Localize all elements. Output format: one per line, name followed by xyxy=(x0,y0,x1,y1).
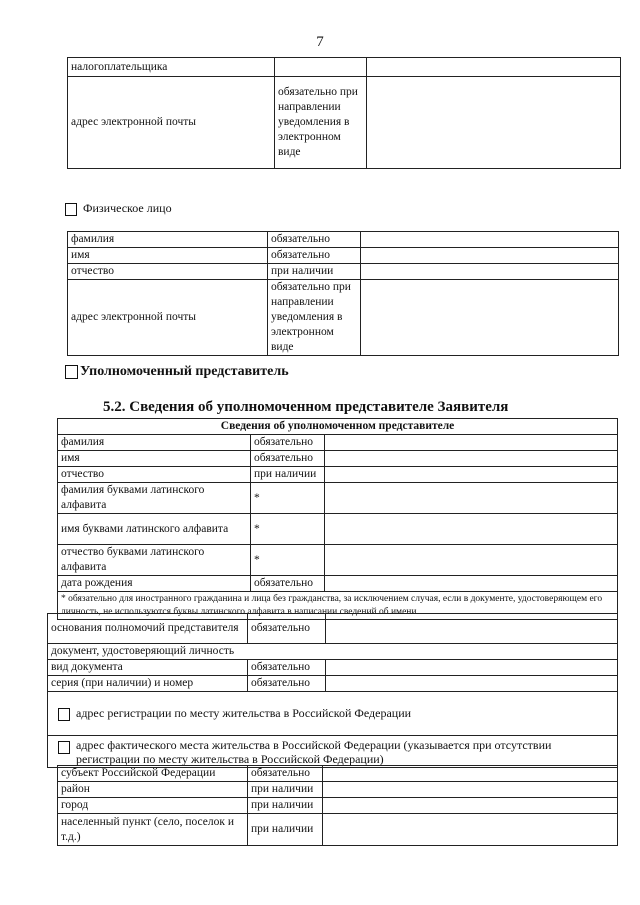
value-field[interactable] xyxy=(323,766,618,782)
row-label: серия (при наличии) и номер xyxy=(48,676,248,692)
representative-table-2 xyxy=(47,613,618,768)
row-label: отчество xyxy=(68,264,268,280)
row-label: отчество xyxy=(58,467,251,483)
table-row xyxy=(68,280,619,356)
row-requirement: при наличии xyxy=(248,798,323,814)
table-row xyxy=(68,264,619,280)
row-requirement xyxy=(275,58,367,77)
table-row xyxy=(68,58,621,77)
row-label: отчество буквами латинского алфавита xyxy=(58,545,251,576)
taxpayer-table xyxy=(67,57,621,169)
row-label: дата рождения xyxy=(58,576,251,592)
row-requirement: при наличии xyxy=(251,467,325,483)
row-requirement: при наличии xyxy=(248,782,323,798)
table-row xyxy=(58,814,618,846)
value-field[interactable] xyxy=(361,264,619,280)
value-field[interactable] xyxy=(323,814,618,846)
row-requirement: обязательно xyxy=(248,614,326,644)
representative-option[interactable] xyxy=(65,364,289,380)
value-field[interactable] xyxy=(326,614,618,644)
section-heading: 5.2. Сведения об уполномоченном представителе Заявителя xyxy=(103,399,509,415)
table-row xyxy=(58,798,618,814)
row-requirement: обязательно при направлении уведомления в электронном виде xyxy=(275,77,367,169)
value-field[interactable] xyxy=(325,576,618,592)
value-field[interactable] xyxy=(325,435,618,451)
row-requirement: * xyxy=(251,483,325,514)
row-requirement: обязательно xyxy=(248,676,326,692)
row-label: налогоплательщика xyxy=(68,58,275,77)
value-field[interactable] xyxy=(367,58,621,77)
checkbox-icon[interactable] xyxy=(58,741,70,754)
representative-table xyxy=(57,418,618,620)
table-row xyxy=(58,467,618,483)
value-field[interactable] xyxy=(361,232,619,248)
row-requirement: обязательно xyxy=(251,576,325,592)
checkbox-icon[interactable] xyxy=(65,203,77,216)
table-header-row xyxy=(58,419,618,435)
row-label: фамилия буквами латинского алфавита xyxy=(58,483,251,514)
table-row xyxy=(48,644,618,660)
row-requirement: обязательно xyxy=(251,435,325,451)
row-label: населенный пункт (село, поселок и т.д.) xyxy=(58,814,248,846)
row-requirement: обязательно xyxy=(251,451,325,467)
row-label: имя xyxy=(68,248,268,264)
row-requirement: * xyxy=(251,545,325,576)
value-field[interactable] xyxy=(323,782,618,798)
table-row xyxy=(48,692,618,736)
individual-option[interactable] xyxy=(65,201,172,216)
row-requirement: при наличии xyxy=(248,814,323,846)
table-row xyxy=(58,782,618,798)
row-requirement: обязательно xyxy=(248,660,326,676)
table-row xyxy=(58,451,618,467)
registration-address-option[interactable] xyxy=(48,692,618,736)
row-label: основания полномочий представителя xyxy=(48,614,248,644)
table-row xyxy=(58,483,618,514)
value-field[interactable] xyxy=(326,676,618,692)
table-row xyxy=(58,514,618,545)
table-row xyxy=(58,766,618,782)
id-document-heading: документ, удостоверяющий личность xyxy=(48,644,618,660)
actual-address-label: адрес фактического места жительства в Российской Федерации (указывается при отсутствии регистрации по месту жительства в Российской Федерации) xyxy=(76,737,552,766)
checkbox-icon[interactable] xyxy=(65,365,78,379)
representative-label: Уполномоченный представитель xyxy=(80,364,289,379)
value-field[interactable] xyxy=(325,545,618,576)
value-field[interactable] xyxy=(361,248,619,264)
individual-table xyxy=(67,231,619,356)
row-label: адрес электронной почты xyxy=(68,77,275,169)
row-label: район xyxy=(58,782,248,798)
row-label: адрес электронной почты xyxy=(68,280,268,356)
table-row xyxy=(58,576,618,592)
footnote: * обязательно для иностранного гражданина и лица без гражданства, за исключением случая, если в документе, удостоверяющем его личность, не используются буквы латинского алфавита в написании сведений об имени xyxy=(58,592,618,620)
value-field[interactable] xyxy=(325,467,618,483)
checkbox-icon[interactable] xyxy=(58,708,70,721)
individual-label: Физическое лицо xyxy=(83,201,172,215)
value-field[interactable] xyxy=(325,483,618,514)
table-row xyxy=(58,545,618,576)
value-field[interactable] xyxy=(325,514,618,545)
table-row xyxy=(68,248,619,264)
value-field[interactable] xyxy=(323,798,618,814)
row-label: фамилия xyxy=(58,435,251,451)
table-row xyxy=(48,660,618,676)
row-label: субъект Российской Федерации xyxy=(58,766,248,782)
row-label: фамилия xyxy=(68,232,268,248)
row-requirement: * xyxy=(251,514,325,545)
value-field[interactable] xyxy=(326,660,618,676)
table-row xyxy=(48,676,618,692)
row-requirement: обязательно xyxy=(268,248,361,264)
row-label: имя xyxy=(58,451,251,467)
row-requirement: обязательно при направлении уведомления в электронном виде xyxy=(268,280,361,356)
page-number: 7 xyxy=(316,34,324,50)
table-row xyxy=(68,232,619,248)
table-header: Сведения об уполномоченном представителе xyxy=(58,419,618,435)
row-label: имя буквами латинского алфавита xyxy=(58,514,251,545)
row-requirement: при наличии xyxy=(268,264,361,280)
row-requirement: обязательно xyxy=(248,766,323,782)
value-field[interactable] xyxy=(367,77,621,169)
actual-address-option[interactable] xyxy=(48,736,618,768)
table-row xyxy=(58,435,618,451)
registration-address-label: адрес регистрации по месту жительства в Российской Федерации xyxy=(76,706,412,720)
table-row xyxy=(48,614,618,644)
row-label: вид документа xyxy=(48,660,248,676)
table-row xyxy=(48,736,618,768)
row-label: город xyxy=(58,798,248,814)
row-requirement: обязательно xyxy=(268,232,361,248)
value-field[interactable] xyxy=(361,280,619,356)
address-table xyxy=(57,765,618,846)
table-row xyxy=(68,77,621,169)
value-field[interactable] xyxy=(325,451,618,467)
